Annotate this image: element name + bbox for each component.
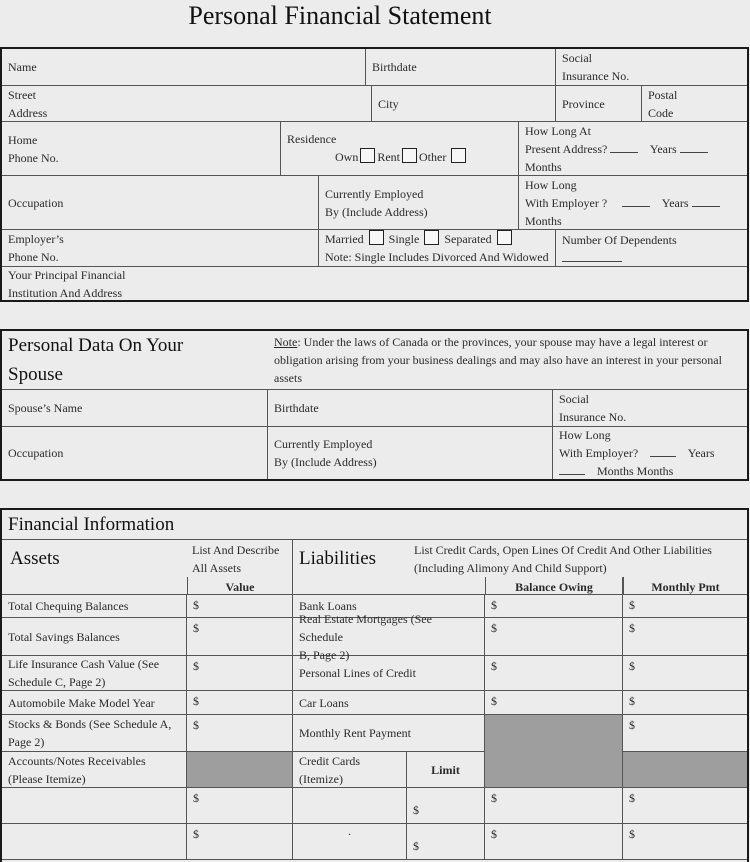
spouse-note-label: Note [274,335,298,349]
employer-phone-line2: Phone No. [8,250,59,264]
liability-label-line1: Car Loans [299,695,349,710]
spouse-occupation-field[interactable] [2,427,268,479]
asset-value-cell[interactable] [187,788,293,824]
assets-blank-header [2,577,187,595]
spouse-birthdate-label: Birthdate [274,401,319,415]
asset-row-label [2,595,187,618]
monthly-dollar: $ [629,621,635,635]
employer-phone-line1: Employer’s [8,232,64,246]
residence-field [281,122,519,176]
assets-note-line2: All Assets [192,561,242,575]
monthly-dollar: $ [629,791,635,805]
married-checkbox[interactable] [369,230,384,245]
home-phone-field[interactable] [2,122,281,176]
monthly-pmt-cell[interactable] [623,824,747,860]
monthly-dollar: $ [629,827,635,841]
credit-card-limit-cell[interactable] [407,788,485,824]
asset-value-dollar: $ [193,791,199,805]
balance-dollar: $ [491,694,497,708]
spouse-years-label: Years [687,446,715,460]
stray-dot: · [347,827,352,841]
financial-heading-text: Financial Information [8,514,175,535]
postal-label-line2: Code [648,105,674,120]
balance-shaded [485,715,623,788]
rent-label: Rent [377,150,401,164]
financial-heading [2,510,747,540]
employer-label-line1: Currently Employed [325,186,424,201]
time-at-address-field[interactable] [519,122,747,176]
home-phone-label-line1: Home [8,132,38,147]
employer-label-line2: By (Include Address) [325,204,428,219]
other-label: Other [419,150,447,164]
sin-field[interactable] [556,49,747,86]
liability-label-line1: Personal Lines of Credit [299,666,416,680]
liability-row-label [293,715,485,752]
asset-value-cell[interactable] [187,824,293,860]
other-checkbox[interactable] [451,148,466,163]
asset-value-cell[interactable] [187,715,293,752]
liability-row-label [293,691,485,715]
financial-section [0,508,749,862]
street-label-line2: Address [8,105,48,120]
spouse-employer-line1: Currently Employed [274,437,373,451]
credit-card-name-cell[interactable] [293,788,407,824]
monthly-pmt-cell[interactable] [623,788,747,824]
balance-owing-cell[interactable] [485,788,623,824]
asset-value-dollar: $ [193,827,199,841]
institution-label-line2: Institution And Address [8,285,123,300]
marital-note: Note: Single Includes Divorced And Widowed [325,250,549,264]
single-checkbox[interactable] [424,230,439,245]
balance-owing-cell[interactable] [485,595,623,618]
employer-field[interactable] [319,176,519,230]
limit-dollar: $ [413,839,419,853]
postal-label-line1: Postal [648,87,678,102]
assets-title: Assets [10,548,60,569]
liabilities-note-line2: (Including Alimony And Child Support) [414,561,607,575]
spouse-months-label: Months Months [597,464,674,478]
balance-dollar: $ [491,598,497,612]
occupation-field[interactable] [2,176,319,230]
spouse-name-label: Spouse’s Name [8,401,83,415]
home-phone-label-line2: Phone No. [8,150,59,165]
city-field[interactable] [372,86,556,122]
spouse-howlong-line1: How Long [559,428,611,442]
liabilities-blank-header [293,577,485,595]
balance-column-header: Balance Owing [485,577,623,595]
employer-phone-field[interactable] [2,230,319,267]
birthdate-label: Birthdate [372,60,417,74]
asset-label-line2: Page 2) [8,735,45,749]
liability-row-label [293,611,485,662]
separated-label: Separated [444,232,492,246]
monthly-pmt-cell[interactable] [623,715,747,752]
name-label: Name [8,60,37,74]
monthly-pmt-cell[interactable] [623,618,747,656]
institution-field[interactable] [2,267,747,300]
sin-label-line1: Social [562,51,592,65]
asset-label-line1: Life Insurance Cash Value (See [8,657,160,671]
balance-owing-cell[interactable] [485,824,623,860]
birthdate-field[interactable] [366,49,556,86]
spouse-howlong-line2: With Employer? [559,446,639,460]
liability-label-line2: B, Page 2) [299,647,350,662]
spouse-heading [2,331,268,390]
province-label: Province [562,96,605,111]
asset-value-dollar: $ [193,598,199,612]
street-field[interactable] [2,86,372,122]
liability-label-line1: Monthly Rent Payment [299,726,411,740]
monthly-dollar: $ [629,694,635,708]
asset-value-cell[interactable] [187,656,293,691]
limit-header [407,752,485,788]
spouse-birthdate-field[interactable] [268,390,553,427]
asset-value-cell[interactable] [187,691,293,715]
asset-label-line2: Schedule C, Page 2) [8,675,106,689]
institution-label-line1: Your Principal Financial [8,267,126,282]
liability-label-line1: Real Estate Mortgages (See Schedule [299,611,432,644]
spouse-employer-line2: By (Include Address) [274,455,377,469]
asset-value-shaded [187,752,293,788]
asset-value-dollar: $ [193,718,199,732]
asset-label-line1: Total Savings Balances [8,629,120,644]
province-field[interactable] [556,86,642,122]
asset-row-label [2,752,187,788]
emp-years-label: Years [661,195,689,210]
occupation-label: Occupation [8,195,64,210]
street-label-line1: Street [8,87,36,102]
liabilities-note-line1: List Credit Cards, Open Lines Of Credit And Other Liabilities [414,543,712,557]
monthly-pmt-cell[interactable] [623,691,747,715]
liabilities-title: Liabilities [299,548,377,569]
balance-dollar: $ [491,659,497,673]
asset-value-dollar: $ [193,694,199,708]
marital-status-field [319,230,556,267]
asset-label-line2: (Please Itemize) [8,771,86,786]
dependents-label: Number Of Dependents [562,233,677,247]
time-at-address-line2: Present Address? [525,141,608,156]
spouse-note-text: : Under the laws of Canada or the provinces, your spouse may have a legal interest or obligation arising from your business dealings and may also have an interest in your personal assets [274,335,722,385]
credit-card-limit-cell[interactable] [407,824,485,860]
time-with-employer-line2: With Employer ? [525,195,608,210]
balance-owing-cell[interactable] [485,656,623,691]
asset-row-label [2,618,187,656]
balance-owing-cell[interactable] [485,691,623,715]
asset-label-line1: Total Chequing Balances [8,599,129,613]
asset-label-line1: Accounts/Notes Receivables [8,753,146,768]
page-title: Personal Financial Statement [188,1,492,30]
single-label: Single [388,232,420,246]
postal-field[interactable] [642,86,747,122]
married-label: Married [325,232,364,246]
limit-label: Limit [431,762,460,777]
time-at-address-line1: How Long At [525,123,591,138]
balance-dollar: $ [491,827,497,841]
residence-label: Residence [287,132,337,146]
city-label: City [378,96,399,111]
liability-label-line1: Bank Loans [299,599,357,613]
asset-row-blank[interactable] [2,824,187,860]
asset-row-label [2,656,187,691]
balance-dollar: $ [491,621,497,635]
limit-dollar: $ [413,803,419,817]
asset-row-label [2,715,187,752]
own-checkbox[interactable] [360,148,375,163]
monthly-pmt-cell[interactable] [623,656,747,691]
time-with-employer-field[interactable] [519,176,747,230]
liabilities-header [293,540,747,577]
spouse-sin-line2: Insurance No. [559,410,627,424]
asset-value-dollar: $ [193,621,199,635]
credit-cards-label [293,752,407,788]
asset-row-label [2,691,187,715]
assets-note-line1: List And Describe [192,543,280,557]
spouse-section [0,329,749,481]
applicant-section [0,47,749,302]
spouse-employer-field[interactable] [268,427,553,479]
months-label: Months [525,159,562,174]
asset-label-line1: Automobile Make Model Year [8,695,155,710]
rent-checkbox[interactable] [402,148,417,163]
time-with-employer-line1: How Long [525,177,577,192]
name-field[interactable] [2,49,366,86]
asset-value-cell[interactable] [187,595,293,618]
spouse-sin-field[interactable] [553,390,747,427]
value-column-header: Value [187,577,293,595]
monthly-pmt-cell[interactable] [623,595,747,618]
credit-cards-line1: Credit Cards [299,753,360,768]
sin-label-line2: Insurance No. [562,69,630,83]
balance-dollar: $ [491,791,497,805]
spouse-name-field[interactable] [2,390,268,427]
spouse-heading-line1: Personal Data On Your [8,335,184,356]
spouse-occupation-label: Occupation [8,446,64,460]
separated-checkbox[interactable] [497,230,512,245]
spouse-note [268,331,747,390]
asset-value-dollar: $ [193,659,199,673]
monthly-dollar: $ [629,659,635,673]
spouse-sin-line1: Social [559,392,589,406]
asset-label-line1: Stocks & Bonds (See Schedule A, [8,717,172,731]
monthly-dollar: $ [629,598,635,612]
monthly-dollar: $ [629,718,635,732]
years-label: Years [649,141,677,156]
liability-row-label [293,656,485,691]
emp-months-label: Months [525,213,562,228]
spouse-time-employer-field[interactable] [553,427,747,479]
monthly-column-header: Monthly Pmt [623,577,747,595]
assets-header [2,540,293,577]
monthly-shaded [623,752,747,788]
spouse-heading-line2: Spouse [8,364,63,385]
credit-cards-line2: (Itemize) [299,771,343,786]
balance-owing-cell[interactable] [485,618,623,656]
asset-value-cell[interactable] [187,618,293,656]
asset-row-blank[interactable] [2,788,187,824]
dependents-field[interactable] [556,230,747,267]
own-label: Own [335,150,359,164]
credit-card-name-cell[interactable] [293,824,407,860]
